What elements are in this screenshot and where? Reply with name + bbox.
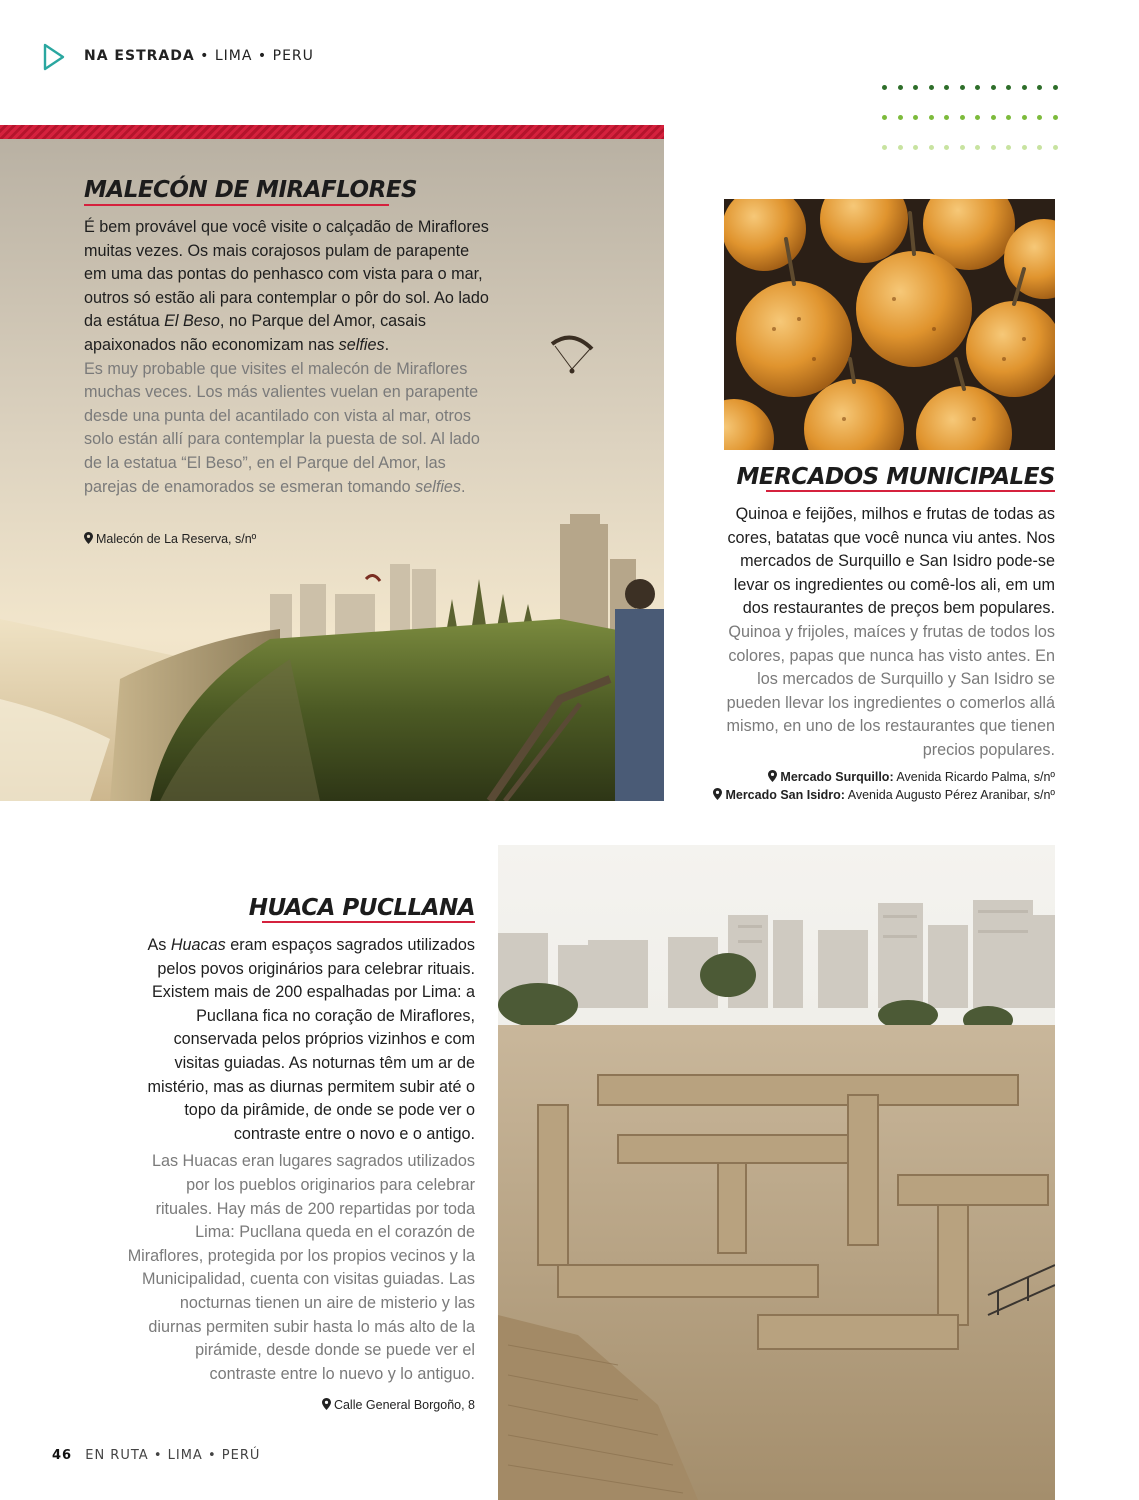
decorative-dot (929, 145, 934, 150)
location-pin-icon (322, 1398, 331, 1410)
decorative-dot (1037, 85, 1042, 90)
decorative-dot (1022, 115, 1027, 120)
malecon-body (84, 216, 494, 499)
malecon-es-text-2: . (461, 477, 466, 496)
mercados-fruit-photo (724, 199, 1055, 450)
footer-section: EN RUTA (85, 1448, 149, 1463)
decorative-dot (898, 85, 903, 90)
malecon-es-paragraph (84, 358, 494, 500)
huaca-body (126, 934, 475, 1386)
huaca-address-text: Calle General Borgoño, 8 (333, 1398, 475, 1412)
decorative-dot (944, 85, 949, 90)
decorative-dot (1006, 115, 1011, 120)
footer (52, 1448, 260, 1463)
decorative-dot (882, 115, 887, 120)
decorative-dot (1022, 85, 1027, 90)
footer-separator: • (153, 1448, 163, 1463)
huaca-pt-text-1: As (147, 936, 171, 954)
malecon-pt-italic-1: El Beso (164, 312, 220, 331)
decorative-dot (1037, 115, 1042, 120)
decorative-dot (960, 115, 965, 120)
malecon-pt-text-2: , no Parque del Amor, casais apaixonados não economizam nas (84, 312, 426, 354)
decorative-dot (1053, 115, 1058, 120)
location-pin-icon (713, 788, 722, 800)
decorative-dot (913, 85, 918, 90)
mercados-body (726, 503, 1055, 763)
header-breadcrumb (84, 48, 314, 64)
mercados-title-underline (766, 490, 1055, 492)
huaca-pt-italic: Huacas (170, 936, 226, 954)
mercados-address-1 (768, 768, 1055, 786)
location-pin-icon (84, 532, 93, 544)
decorative-dot (1037, 145, 1042, 150)
mercados-address-2-name: Mercado San Isidro: (725, 788, 845, 802)
decorative-dot (944, 115, 949, 120)
decorative-dot (975, 145, 980, 150)
header-section: NA ESTRADA (84, 48, 195, 64)
header-separator-2: • (257, 48, 268, 64)
mercados-pt-paragraph: Quinoa e feijões, milhos e frutas de todas as cores, batatas que você nunca viu antes. Nos mercados de Surquillo e San Isidro pode-se levar os ingredientes ou comê-los ali, em um dos restaurantes de preços bem populares. (727, 505, 1055, 618)
huaca-photo (498, 845, 1055, 1500)
huaca-es-paragraph: Las Huacas eran lugares sagrados utilizados por los pueblos originarios para celebrar rituales. Hay más de 200 repartidas por toda Lima: Pucllana queda en el corazón de Miraflores, protegida por los propios vecinos y la Municipalidad, cuenta con visitas guiadas. Las nocturnas tienen un aire de misterio y las diurnas permiten subir hasta lo más alto de la pirámide, desde donde se puede ver el contraste entre lo nuevo y lo antiguo. (127, 1152, 475, 1383)
malecon-pt-text-1: É bem provável que você visite o calçadão de Miraflores muitas vezes. Os mais corajosos pulam de parapente em uma das pontas do penhasco com vista para o mar, outros só estão ali para contemplar o pôr do sol. Ao lado da estátua (84, 218, 489, 331)
decorative-dot (913, 145, 918, 150)
malecon-pt-text-3: . (384, 335, 390, 354)
decorative-dot (975, 85, 980, 90)
mercados-address-1-name: Mercado Surquillo: (780, 770, 894, 784)
huaca-pt-paragraph (126, 934, 475, 1146)
decorative-dot (944, 145, 949, 150)
footer-country: PERÚ (221, 1448, 261, 1463)
header-separator: • (200, 48, 210, 64)
mercados-address-2 (713, 786, 1055, 804)
decorative-dot (1006, 145, 1011, 150)
header-country: PERU (272, 48, 314, 64)
malecon-address (84, 530, 256, 548)
huaca-title: HUACA PUCLLANA (248, 895, 475, 921)
mercados-es-paragraph: Quinoa y frijoles, maíces y frutas de todos los colores, papas que nunca has visto antes. En los mercados de Surquillo y San Isidro se pueden llevar los ingredientes o comerlos allá mismo, en uno de los restaurantes que tienen precios populares. (726, 622, 1055, 759)
decorative-dot (960, 85, 965, 90)
decorative-dots-row-3 (882, 145, 1058, 153)
decorative-dots-row-1 (882, 85, 1058, 93)
malecon-pt-paragraph (84, 216, 494, 358)
footer-separator-2: • (207, 1448, 217, 1463)
decorative-dot (929, 85, 934, 90)
malecon-title-underline (84, 204, 389, 206)
decorative-dot (975, 115, 980, 120)
malecon-address-text: Malecón de La Reserva, s/nº (96, 532, 257, 546)
decorative-dot (929, 115, 934, 120)
header-city: LIMA (214, 48, 253, 64)
decorative-dot (1022, 145, 1027, 150)
decorative-dot (1053, 85, 1058, 90)
play-icon (42, 43, 66, 71)
malecon-es-text-1: Es muy probable que visites el malecón de Miraflores muchas veces. Los más valientes vuelan en parapente desde una punta del acantilado con vista al mar, otros solo están allí para contemplar la puesta de sol. Al lado de la estatua “El Beso”, en el Parque del Amor, las parejas de enamorados se esmeran tomando (84, 359, 480, 496)
decorative-dot (991, 85, 996, 90)
decorative-dot (1006, 85, 1011, 90)
decorative-dot (898, 145, 903, 150)
page-number: 46 (52, 1448, 73, 1463)
decorative-stripe (0, 125, 664, 139)
huaca-title-underline (262, 921, 475, 923)
huaca-address (322, 1396, 475, 1414)
footer-city: LIMA (167, 1448, 203, 1463)
malecon-pt-italic-2: selfies (338, 335, 385, 354)
decorative-dot (960, 145, 965, 150)
decorative-dot (991, 145, 996, 150)
huaca-pt-text-2: eram espaços sagrados utilizados pelos povos originários para celebrar rituais. Existem mais de 200 espalhadas por Lima: a Pucllana fica no coração de Miraflores, conservada pelos próprios vizinhos e com visitas guiadas. As noturnas têm um ar de mistério, mas as diurnas permitem subir até o topo da pirâmide, de onde se pode ver o contraste entre o novo e o antigo. (147, 936, 475, 1143)
mercados-address-2-value: Avenida Augusto Pérez Aranibar, s/nº (847, 788, 1055, 802)
mercados-title: MERCADOS MUNICIPALES (736, 464, 1055, 490)
malecon-title: MALECÓN DE MIRAFLORES (84, 177, 418, 203)
decorative-dot (882, 145, 887, 150)
decorative-dot (1053, 145, 1058, 150)
malecon-es-italic: selfies (415, 477, 462, 496)
decorative-dot (882, 85, 887, 90)
mercados-address-1-value: Avenida Ricardo Palma, s/nº (896, 770, 1055, 784)
decorative-dot (913, 115, 918, 120)
decorative-dot (898, 115, 903, 120)
decorative-dot (991, 115, 996, 120)
decorative-dots-row-2 (882, 115, 1058, 123)
location-pin-icon (768, 770, 777, 782)
